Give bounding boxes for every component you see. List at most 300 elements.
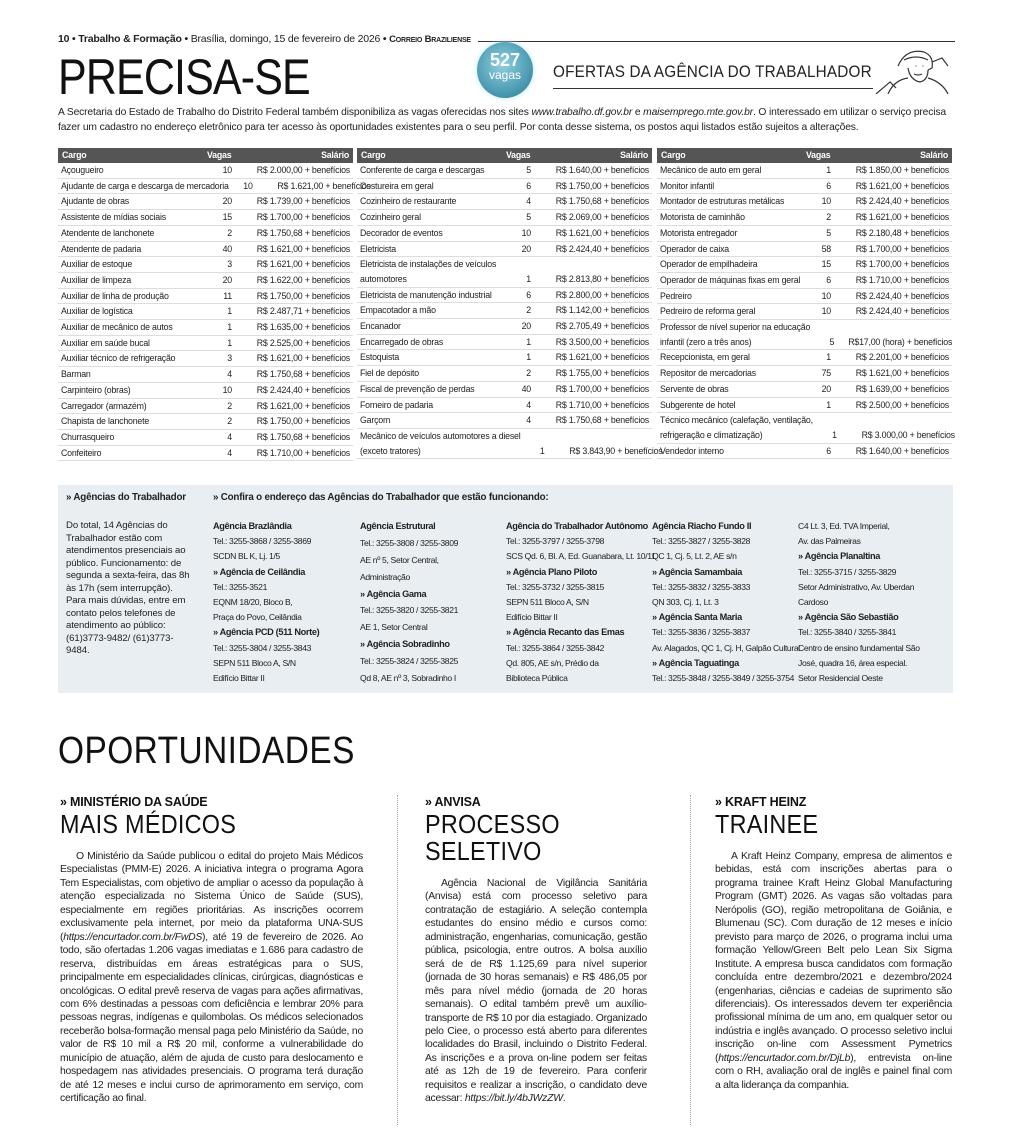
job-vacancies: 1 [526,352,531,363]
agency-detail: Praça do Povo, Ceilândia [213,612,302,623]
job-salary: R$ 1.621,00 + benefícios [256,400,350,411]
job-salary: R$ 1.621,00 + benefícios [256,353,350,364]
article-body [60,850,363,1106]
job-title: Subgerente de hotel [660,399,736,410]
agency-detail: Av. Alagados, QC 1, Cj. H, Galpão Cultural [652,642,800,653]
agency-name: » Agência de Ceilândia [213,566,306,577]
job-title: Churrasqueiro [61,431,115,442]
agency-detail: Tel.: 3255-3864 / 3255-3842 [506,642,605,653]
article-text: ), entrevista on-line com o RH, avaliação oral de inglês e painel final com a alta liderança da companhia. [715,1052,952,1091]
job-title: Auxiliar de limpeza [61,274,132,285]
agency-name: » Agência Taguatinga [652,657,739,668]
job-salary: R$ 2.424,40 + benefícios [855,290,949,301]
folio-line: 10 • Trabalho & Formação • Brasília, domingo, 15 de fevereiro de 2026 • Correio Braziliense [58,33,471,45]
job-title: Mecânico de veículos automotores a diesel (exceto tratores) [360,430,521,456]
job-vacancies: 6 [526,180,531,191]
agency-detail: Qd 8, AE nº 3, Sobradinho I [360,672,456,683]
agency-detail: José, quadra 16, área especial. [798,657,908,668]
job-salary: R$ 1.640,00 + benefícios [855,445,949,456]
table-row [58,336,353,352]
job-vacancies: 20 [521,243,531,254]
agencies-box [58,485,953,693]
job-salary: R$ 2.800,00 + benefícios [555,289,649,300]
job-salary: R$ 3.000,00 + benefícios [861,429,955,440]
job-salary: R$ 1.850,00 + benefícios [855,165,949,175]
job-vacancies: 2 [227,227,232,238]
table-row [58,289,353,305]
table-row [58,163,353,179]
table-row [58,179,371,195]
job-vacancies: 20 [222,196,232,207]
job-vacancies: 4 [227,431,232,442]
agency-column [652,521,800,683]
agency-detail: EQNM 18/20, Bloco B, [213,596,293,607]
job-vacancies: 1 [227,306,232,317]
job-salary: R$ 1.750,68 + benefícios [555,196,649,207]
article-text: A Kraft Heinz Company, empresa de alimentos e bebidas, está com inscrições abertas para o programa trainee Kraft Heinz Global Manufacturing Program (GMT) 2026. As vagas são voltadas para Nerópolis (GO), região metropolitana de Goiânia, e Blumenau (SC). Com duração de 12 meses e início previsto para março de 2026, o programa inclui uma formação Yellow/Green Belt pelo Lean Six Sigma Institute. A empresa busca candidatos com formação concluída entre dezembro/2021 e dezembro/2024 (engenharias, ciências e cadeias de suprimento são diferenciais). Os interessados devem ter experiência profissional mínima de um ano, em qualquer setor ou indústria e inglês avançado. O processo seletivo inclui inscrição on-line com Assessment Pymetrics ( [715,851,952,1064]
job-vacancies: 20 [821,383,831,394]
table-row [357,163,652,179]
job-salary: R$ 2.201,00 + benefícios [855,352,949,363]
job-title: Forneiro de padaria [360,399,433,410]
table-row [657,257,952,273]
job-salary: R$ 2.525,00 + benefícios [256,337,350,348]
job-title: Mecânico de auto em geral [660,165,762,175]
job-vacancies: 4 [227,447,232,458]
table-header [657,148,952,163]
article-link[interactable]: https://encurtador.com.br/FwDS [63,931,203,943]
agency-detail: AE nº 5, Setor Central, [360,554,439,565]
job-vacancies: 1 [832,429,837,440]
article-text: . [562,1093,566,1105]
opportunities-title: OPORTUNIDADES [58,730,355,772]
agency-detail: Tel.: 3255-3521 [213,581,267,592]
agency-detail: Tel.: 3255-3840 / 3255-3841 [798,627,897,638]
table-row [357,288,652,304]
job-vacancies: 15 [821,259,831,270]
job-vacancies: 1 [227,322,232,333]
agency-detail: Biblioteca Pública [506,672,568,683]
folio-rule [478,41,955,42]
job-title: Recepcionista, em geral [660,352,750,363]
table-row [58,383,353,399]
job-salary: R$ 1.639,00 + benefícios [855,383,949,394]
job-title: Monitor infantil [660,180,715,191]
job-salary: R$ 1.621,00 + benefícios [277,180,371,191]
job-salary: R$ 1.621,00 + benefícios [855,212,949,223]
agency-detail: QC 1, Cj. 5, Lt. 2, AE s/n [652,551,737,562]
job-salary: R$ 2.180,48 + benefícios [855,227,949,238]
agency-column [360,521,458,683]
job-salary: R$ 1.739,00 + benefícios [256,196,350,207]
job-vacancies: 40 [222,243,232,254]
job-title: Montador de estruturas metálicas [660,196,785,207]
table-row [58,430,353,446]
agency-name: » Agência Sobradinho [360,639,450,650]
job-title: Barman [61,369,91,380]
table-row [657,304,952,320]
column-divider [397,795,398,1125]
agency-name: » Agência PCD (511 Norte) [213,627,320,638]
table-row [58,367,353,383]
job-vacancies: 10 [222,165,232,175]
job-salary: R$ 2.813,80 + benefícios [555,273,649,284]
job-vacancies: 10 [222,384,232,395]
job-title: Auxiliar em saúde bucal [61,337,150,348]
job-vacancies: 1 [526,336,531,347]
table-row [58,257,353,273]
job-title: Vendedor interno [660,445,724,456]
table-row [357,210,652,226]
intro-text: e [632,107,644,118]
job-salary: R$ 1.622,00 + benefícios [256,274,350,285]
job-salary: R$ 1.700,00 + benefícios [855,243,949,254]
agency-name: Agência Riacho Fundo II [652,521,752,531]
job-vacancies: 6 [826,274,831,285]
job-title: Confeiteiro [61,447,102,458]
job-salary: R$ 3.843,90 + benefícios [569,445,663,456]
job-salary: R$ 1.750,68 + benefícios [256,227,350,238]
job-vacancies: 1 [227,337,232,348]
agency-detail: Tel.: 3255-3820 / 3255-3821 [360,605,459,616]
article-link[interactable]: https://bit.ly/4bJWzZW [464,1093,563,1105]
job-title: Empacotador a mão [360,305,436,316]
table-row [357,179,652,195]
table-row [657,179,952,195]
job-title: Técnico mecânico (calefação, ventilação, refrigeração e climatização) [660,415,813,440]
article-processo-seletivo [425,795,647,1106]
article-headline: PROCESSO SELETIVO [425,809,560,866]
worker-illustration-icon [868,44,953,94]
article-mais-medicos [60,795,363,1106]
agency-detail: Centro de ensino fundamental São [798,642,920,653]
job-vacancies: 1 [826,165,831,175]
table-row [357,366,652,382]
job-title: Cozinheiro geral [360,212,421,223]
page-title: PRECISA-SE [58,49,310,105]
column-divider [690,795,691,1125]
table-row [657,382,952,398]
agency-detail: Qd. 805, AE s/n, Prédio da [506,657,599,668]
table-header [357,148,652,163]
job-vacancies: 10 [521,227,531,238]
job-vacancies: 10 [821,290,831,301]
header-salario: Salário [920,150,948,160]
table-row [58,320,353,336]
table-row [657,210,952,226]
agency-detail: SCS Qd. 6, Bl. A, Ed. Guanabara, Lt. 10/11 [506,551,656,562]
table-row [58,304,353,320]
job-title: Atendente de lanchonete [61,227,155,238]
agency-name: » Agência Planaltina [798,551,881,562]
agency-detail: QN 303, Cj. 1, Lt. 3 [652,596,719,607]
job-title: Fiel de depósito [360,368,419,379]
job-salary: R$ 1.750,00 + benefícios [256,416,350,427]
agency-detail: Tel.: 3255-3868 / 3255-3869 [213,536,312,547]
table-row [357,335,652,351]
intro-text: . O interessado em utilizar o serviço precisa fazer um cadastro no endereço eletrônico para ter acesso às oportunidades existentes para o seu perfil. Por conta desse sistema, os postos aqui listados estão sujeitos a alterações. [58,107,946,133]
job-title: Professor de nível superior na educação infantil (zero a três anos) [660,322,811,347]
job-vacancies: 4 [227,369,232,380]
site-link-trabalho[interactable]: www.trabalho.df.gov.br [531,107,633,118]
header-cargo: Cargo [62,150,87,160]
job-title: Açougueiro [61,165,104,175]
table-row [657,242,952,258]
article-text: O Ministério da Saúde publicou o edital do projeto Mais Médicos Especialistas (PMM-E) 2026. A iniciativa integra o programa Agora Tem Especialistas, com objetivo de ampliar o acesso da população à atenção especializada no Sistema Único de Saúde (SUS), especialmente em regiões prioritárias. As inscrições ocorrem exclusivamente pela internet, por meio da plataforma UNA-SUS ( [60,851,363,943]
job-title: Fiscal de prevenção de perdas [360,383,475,394]
job-vacancies: 4 [526,399,531,410]
table-row [657,413,955,443]
job-salary: R$ 1.750,68 + benefícios [555,415,649,426]
article-kicker: » ANVISA [425,795,481,809]
table-row [357,226,652,242]
job-title: Auxiliar de estoque [61,259,133,270]
job-vacancies: 10 [821,306,831,317]
agency-detail: AE 1, Setor Central [360,622,428,633]
agency-name: » Agência Santa Maria [652,612,742,623]
job-title: Carregador (armazém) [61,400,147,411]
agency-detail: C4 Lt. 3, Ed. TVA Imperial, [798,521,890,531]
agency-detail: Tel.: 3255-3832 / 3255-3833 [652,581,751,592]
agencies-intro: Do total, 14 Agências do Trabalhador estão com atendimentos presenciais ao público. Funcionamento: de segunda a sexta-feira, das 8h às 17h (sem interrupção). Para mais dúvidas, entre em contato pelos telefones de atendimento ao público: (61)3773-9482/ (61)3773-9484. [66,520,190,656]
job-vacancies: 1 [826,352,831,363]
table-row [58,351,353,367]
agency-detail: Tel.: 3255-3808 / 3255-3809 [360,537,459,548]
job-title: Auxiliar de logística [61,306,133,317]
job-salary: R$ 1.750,00 + benefícios [555,180,649,191]
job-title: Chapista de lanchonete [61,416,150,427]
job-salary: R$ 1.621,00 + benefícios [855,368,949,379]
job-vacancies: 11 [223,290,232,301]
agencies-heading: » Agências do Trabalhador [66,492,186,503]
dateline: Brasília, domingo, 15 de fevereiro de 2026 [190,33,381,45]
job-vacancies: 2 [227,400,232,411]
intro-text: A Secretaria do Estado de Trabalho do Distrito Federal também disponibiliza as vagas oferecidas nos sites [58,107,532,118]
table-row [58,273,353,289]
article-link[interactable]: https://encurtador.com.br/DjLb [718,1052,851,1064]
job-salary: R$ 1.621,00 + benefícios [855,180,949,191]
job-title: Pedreiro de reforma geral [660,306,756,317]
job-salary: R$ 1.621,00 + benefícios [555,352,649,363]
job-vacancies: 4 [526,196,531,207]
job-title: Assistente de mídias sociais [61,212,166,223]
jobs-table-3 [657,148,955,459]
job-salary: R$ 1.710,00 + benefícios [256,447,350,458]
job-salary: R$ 2.069,00 + benefícios [555,212,649,223]
job-salary: R$ 1.621,00 + benefícios [256,259,350,270]
article-text: Agência Nacional de Vigilância Sanitária (Anvisa) está com processo seletivo para contratação de estagiário. A seleção contempla estudantes do ensino médio e cursos como: administração, engenharias, comunicação, gestão pública, psicologia, entre outros. A bolsa auxílio será de de R$ 1.125,69 para nível superior (jornada de 30 horas semanais) e R$ 486,05 por mês para nível médio (jornada de 20 horas semanais). O edital também prevê um auxílio-transporte de R$ 10 por dia estagiado. Organizado pelo Ciee, o processo está aberto para diferentes localidades do Brasil, incluindo o Distrito Federal. As inscrições e a prova on-line podem ser feitas até as 12h de 19 de fevereiro. Para conferir requisitos e realizar a inscrição, o candidato deve acessar: [425,878,647,1105]
job-salary: R$ 2.500,00 + benefícios [855,399,949,410]
agency-detail: SEPN 511 Bloco A, S/N [213,657,296,668]
page-subtitle: OFERTAS DA AGÊNCIA DO TRABALHADOR [553,62,872,81]
table-row [357,194,652,210]
job-title: Decorador de eventos [360,227,443,238]
job-salary: R$ 1.700,00 + benefícios [555,383,649,394]
job-title: Eletricista de instalações de veículos automotores [360,259,497,284]
job-salary: R$ 1.700,00 + benefícios [855,259,949,270]
agency-detail: SEPN 511 Bloco A, S/N [506,596,589,607]
job-vacancies: 10 [821,196,831,207]
job-vacancies: 5 [829,336,835,347]
agency-name: » Agência Gama [360,588,427,599]
job-title: Operador de empilhadeira [660,259,758,270]
job-salary: R$ 1.750,00 + benefícios [256,290,350,301]
site-link-maisemprego[interactable]: maisemprego.mte.gov.br [643,107,753,118]
table-row [657,320,952,350]
table-row [657,444,952,460]
table-row [58,414,353,430]
header-salario: Salário [620,150,648,160]
job-vacancies: 10 [243,180,253,191]
badge-number: 527 [489,50,521,70]
table-row [357,398,652,414]
job-vacancies: 2 [526,305,531,316]
job-title: Ajudante de carga e descarga de mercadoria [61,180,229,191]
job-title: Auxiliar de linha de produção [61,290,169,301]
table-row [657,398,952,414]
job-salary: R$ 1.635,00 + benefícios [256,322,350,333]
job-salary: R$ 1.710,00 + benefícios [555,399,649,410]
job-title: Operador de caixa [660,243,729,254]
agency-detail: Setor Administrativo, Av. Uberdan [798,581,915,592]
job-title: Encanador [360,321,401,332]
agency-detail: Tel.: 3255-3827 / 3255-3828 [652,536,751,547]
article-kicker: » MINISTÉRIO DA SAÚDE [60,795,208,809]
job-vacancies: 1 [539,445,545,456]
job-title: Pedreiro [660,290,692,301]
section-name: Trabalho & Formação [78,33,182,45]
job-vacancies: 5 [826,227,831,238]
job-salary: R$ 1.755,00 + benefícios [555,368,649,379]
agency-detail: Av. das Palmeiras [798,536,861,547]
agency-detail: Tel.: 3255-3836 / 3255-3837 [652,627,751,638]
table-row [58,242,353,258]
table-row [357,303,652,319]
table-header [58,148,353,163]
agency-detail: Setor Residencial Oeste [798,672,883,683]
agency-detail: Cardoso [798,596,829,607]
job-title: Estoquista [360,352,400,363]
job-vacancies: 75 [821,368,831,379]
job-salary: R$ 2.705,49 + benefícios [555,321,649,332]
job-salary: R$ 1.142,00 + benefícios [555,305,649,316]
article-headline: TRAINEE [715,809,819,839]
vacancies-badge [477,42,533,98]
job-title: Conferente de carga e descargas [360,165,485,175]
job-vacancies: 58 [821,243,831,254]
header-vagas: Vagas [207,150,232,160]
agency-detail: Tel.: 3255-3797 / 3255-3798 [506,536,605,547]
job-vacancies: 6 [526,289,531,300]
job-vacancies: 4 [526,415,531,426]
badge-label: vagas [488,68,522,82]
article-kicker: » KRAFT HEINZ [715,795,807,809]
job-title: Costureira em geral [360,180,434,191]
job-title: Garçom [360,415,391,426]
job-vacancies: 6 [826,445,831,456]
article-trainee [715,795,952,1092]
table-row [58,226,353,242]
agency-detail: Tel.: 3255-3848 / 3255-3849 / 3255-3754 [652,672,795,683]
table-row [357,242,652,258]
header-vagas: Vagas [506,150,531,160]
table-row [657,289,952,305]
table-row [657,350,952,366]
agency-name: Agência Brazlândia [213,521,292,531]
job-salary: R$ 2.000,00 + benefícios [256,165,350,175]
job-vacancies: 3 [227,353,232,364]
job-title: Ajudante de obras [61,196,130,207]
table-row [58,194,353,210]
job-salary: R$ 1.750,68 + benefícios [256,431,350,442]
agency-name: » Agência Recanto das Emas [506,627,625,638]
job-title: Encarregado de obras [360,336,444,347]
job-vacancies: 20 [222,274,232,285]
table-row [357,257,652,287]
job-vacancies: 1 [526,273,531,284]
job-salary: R$17,00 (hora) + benefícios [848,336,953,347]
job-vacancies: 15 [222,212,232,223]
header-cargo: Cargo [361,150,386,160]
agency-name: » Agência São Sebastião [798,612,899,623]
header-salario: Salário [321,150,349,160]
job-vacancies: 5 [526,165,531,175]
job-salary: R$ 1.621,00 + benefícios [555,227,649,238]
article-headline: MAIS MÉDICOS [60,809,237,839]
job-salary: R$ 2.424,40 + benefícios [256,384,350,395]
job-title: Carpinteiro (obras) [61,384,131,395]
agency-column [798,521,920,683]
agency-detail: Tel.: 3255-3804 / 3255-3843 [213,642,312,653]
job-vacancies: 40 [521,383,531,394]
table-row [357,382,652,398]
subtitle-rule [553,88,873,89]
table-row [657,194,952,210]
job-vacancies: 2 [826,212,831,223]
job-title: Atendente de padaria [61,243,142,254]
job-salary: R$ 2.487,71 + benefícios [256,306,350,317]
job-title: Servente de obras [660,383,729,394]
agency-name: » Agência Plano Piloto [506,566,597,577]
table-row [58,446,353,462]
agency-detail: Tel.: 3255-3715 / 3255-3829 [798,566,897,577]
agency-detail: Edifício Bittar II [506,612,558,623]
agency-column [506,521,655,683]
agency-name: » Agência Samambaia [652,566,743,577]
header-cargo: Cargo [661,150,686,160]
job-title: Cozinheiro de restaurante [360,196,457,207]
intro-paragraph [58,105,958,135]
agency-column [213,521,319,683]
agency-detail: SCDN BL K, Lj. 1/5 [213,551,280,562]
job-salary: R$ 2.424,40 + benefícios [855,306,949,317]
job-vacancies: 6 [826,180,831,191]
job-title: Repositor de mercadorias [660,368,756,379]
job-salary: R$ 1.621,00 + benefícios [256,243,350,254]
job-vacancies: 3 [227,259,232,270]
job-vacancies: 20 [521,321,531,332]
job-vacancies: 5 [526,212,531,223]
job-salary: R$ 2.424,40 + benefícios [855,196,949,207]
agencies-addresses-heading: » Confira o endereço das Agências do Trabalhador que estão funcionando: [213,492,549,503]
table-row [357,350,652,366]
job-title: Eletricista [360,243,396,254]
jobs-table-1 [58,148,371,461]
agency-name: Agência do Trabalhador Autônomo [506,521,648,531]
job-title: Operador de máquinas fixas em geral [660,274,801,285]
job-vacancies: 2 [526,368,531,379]
table-row [58,399,353,415]
